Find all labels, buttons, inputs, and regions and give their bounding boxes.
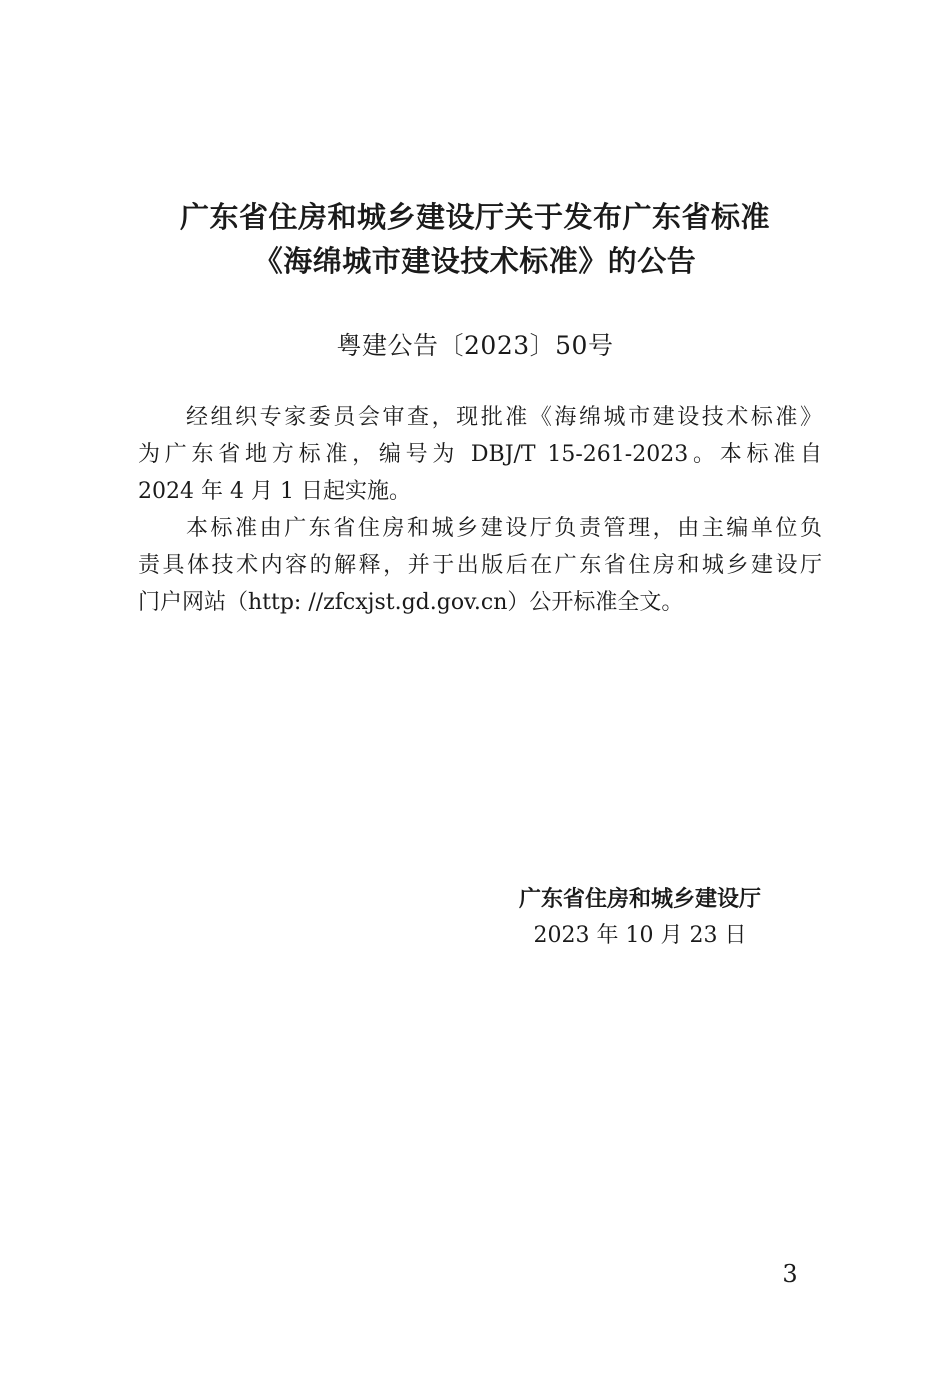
paragraph-line: 责具体技术内容的解释，并于出版后在广东省住房和城乡建设厅 [138, 553, 822, 578]
paragraph-line: 为广东省地方标准，编号为 DBJ/T 15-261-2023。本标准自 [138, 442, 822, 467]
page-number: 3 [782, 1260, 798, 1288]
paragraph-line: 2024 年 4 月 1 日起实施。 [138, 479, 411, 504]
announcement-title-line-1: 广东省住房和城乡建设厅关于发布广东省标准 [179, 200, 770, 234]
announcement-title-line-2: 《海绵城市建设技术标准》的公告 [253, 244, 697, 278]
paragraph-line: 经组织专家委员会审查，现批准《海绵城市建设技术标准》 [186, 405, 822, 430]
document-number: 粤建公告〔2023〕50号 [336, 331, 614, 360]
issue-date: 2023 年 10 月 23 日 [533, 923, 747, 948]
paragraph-line: 门户网站（http: //zfcxjst.gd.gov.cn）公开标准全文。 [138, 590, 684, 615]
paragraph-line: 本标准由广东省住房和城乡建设厅负责管理，由主编单位负 [186, 516, 822, 541]
issuing-authority: 广东省住房和城乡建设厅 [518, 887, 761, 912]
